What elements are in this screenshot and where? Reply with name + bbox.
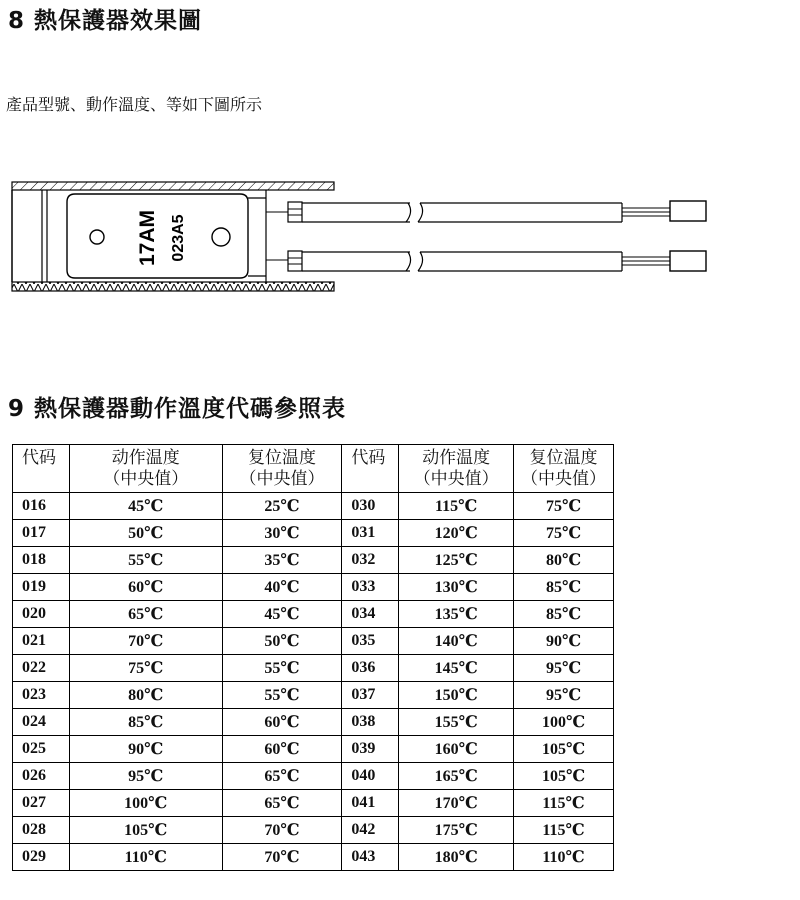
table-cell: 100℃ [514,709,614,736]
table-cell: 022 [13,655,70,682]
table-cell: 017 [13,520,70,547]
table-cell: 85℃ [514,601,614,628]
table-cell: 100℃ [69,790,222,817]
table-cell: 110℃ [69,844,222,871]
table-cell: 75℃ [514,520,614,547]
table-cell: 45℃ [69,493,222,520]
table-cell: 65℃ [222,763,342,790]
table-cell: 110℃ [514,844,614,871]
table-cell: 115℃ [514,817,614,844]
table-cell: 032 [342,547,399,574]
table-cell: 039 [342,736,399,763]
table-cell: 125℃ [399,547,514,574]
table-cell: 038 [342,709,399,736]
table-row [13,493,614,520]
table-cell: 35℃ [222,547,342,574]
table-cell: 70℃ [222,817,342,844]
table-cell: 50℃ [222,628,342,655]
protector-label-code: 023A5 [170,214,187,262]
table-cell: 030 [342,493,399,520]
table-row [13,817,614,844]
table-cell: 040 [342,763,399,790]
table-cell: 018 [13,547,70,574]
table-cell: 80℃ [514,547,614,574]
table-cell: 75℃ [514,493,614,520]
table-cell: 105℃ [514,736,614,763]
table-cell: 028 [13,817,70,844]
table-row [13,790,614,817]
section-9-heading: 9 熱保護器動作溫度代碼參照表 [8,396,347,422]
table-cell: 035 [342,628,399,655]
table-cell: 65℃ [69,601,222,628]
table-cell: 031 [342,520,399,547]
protector-body [67,190,266,282]
table-cell: 025 [13,736,70,763]
table-cell: 021 [13,628,70,655]
table-cell: 135℃ [399,601,514,628]
table-row [13,736,614,763]
table-cell: 70℃ [222,844,342,871]
table-row [13,547,614,574]
table-cell: 145℃ [399,655,514,682]
section-8-heading: 8 熱保護器效果圖 [8,8,203,34]
table-cell: 50℃ [69,520,222,547]
table-row [13,655,614,682]
table-cell: 120℃ [399,520,514,547]
table-cell: 95℃ [69,763,222,790]
table-row [13,628,614,655]
table-cell: 019 [13,574,70,601]
table-cell: 55℃ [222,655,342,682]
table-cell: 020 [13,601,70,628]
table-cell: 70℃ [69,628,222,655]
table-row [13,709,614,736]
table-cell: 85℃ [514,574,614,601]
temperature-code-table [12,444,614,871]
table-cell: 60℃ [222,736,342,763]
table-cell: 55℃ [222,682,342,709]
header-action-temp: 动作温度 （中央值） [399,445,514,493]
table-cell: 60℃ [69,574,222,601]
table-cell: 85℃ [69,709,222,736]
table-cell: 75℃ [69,655,222,682]
table-row [13,682,614,709]
table-row [13,844,614,871]
table-cell: 115℃ [514,790,614,817]
table-cell: 25℃ [222,493,342,520]
table-cell: 150℃ [399,682,514,709]
table-cell: 041 [342,790,399,817]
table-cell: 95℃ [514,682,614,709]
table-cell: 037 [342,682,399,709]
lead-wire-top [266,201,706,222]
table-cell: 036 [342,655,399,682]
thermal-protector-diagram [10,180,720,295]
table-cell: 160℃ [399,736,514,763]
header-action-temp: 动作温度 （中央值） [69,445,222,493]
protector-label-model: 17AM [136,209,159,267]
table-row [13,601,614,628]
table-cell: 105℃ [69,817,222,844]
table-cell: 029 [13,844,70,871]
table-cell: 115℃ [399,493,514,520]
header-code: 代码 [13,445,70,493]
table-cell: 95℃ [514,655,614,682]
table-cell: 65℃ [222,790,342,817]
table-cell: 90℃ [69,736,222,763]
table-cell: 175℃ [399,817,514,844]
table-row [13,520,614,547]
table-cell: 033 [342,574,399,601]
table-cell: 165℃ [399,763,514,790]
table-cell: 130℃ [399,574,514,601]
table-cell: 60℃ [222,709,342,736]
table-cell: 023 [13,682,70,709]
header-code: 代码 [342,445,399,493]
terminal-top [670,201,706,221]
header-reset-temp: 复位温度 （中央值） [222,445,342,493]
table-cell: 45℃ [222,601,342,628]
header-reset-temp: 复位温度 （中央值） [514,445,614,493]
table-cell: 026 [13,763,70,790]
table-cell: 027 [13,790,70,817]
table-cell: 024 [13,709,70,736]
table-cell: 55℃ [69,547,222,574]
table-cell: 30℃ [222,520,342,547]
table-cell: 105℃ [514,763,614,790]
table-cell: 034 [342,601,399,628]
table-cell: 043 [342,844,399,871]
table-cell: 155℃ [399,709,514,736]
table-cell: 90℃ [514,628,614,655]
table-cell: 170℃ [399,790,514,817]
table-cell: 140℃ [399,628,514,655]
lead-wire-bottom [266,251,706,271]
table-header-row [13,445,614,493]
table-cell: 80℃ [69,682,222,709]
table-cell: 180℃ [399,844,514,871]
table-cell: 016 [13,493,70,520]
table-cell: 40℃ [222,574,342,601]
section-8-description: 產品型號、動作溫度、等如下圖所示 [6,95,263,114]
table-cell: 042 [342,817,399,844]
table-row [13,574,614,601]
terminal-bottom [670,251,706,271]
table-row [13,763,614,790]
